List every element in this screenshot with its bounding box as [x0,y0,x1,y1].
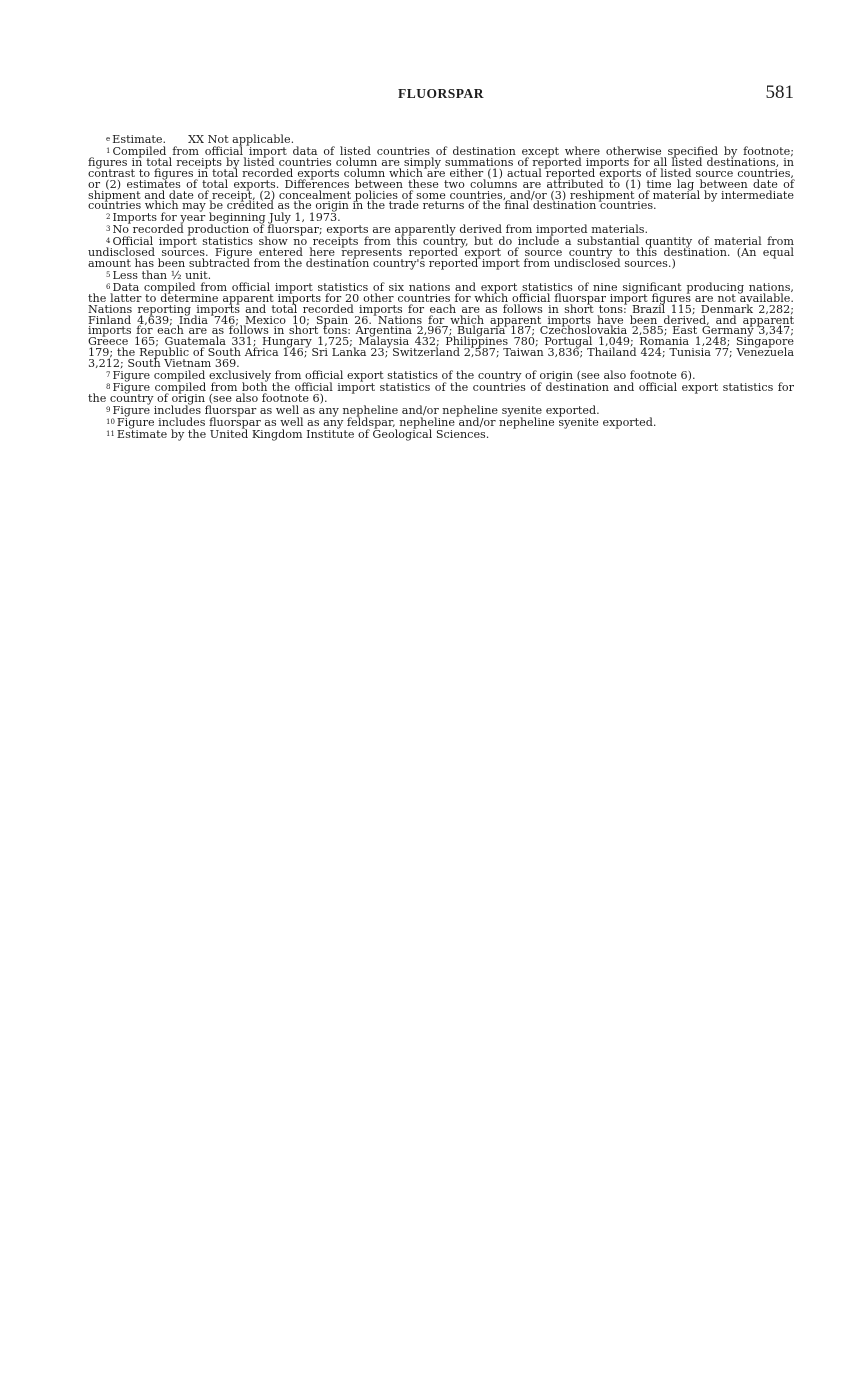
footnote-1 [88,146,794,212]
footnote-marker: 11 [106,429,115,438]
footnote-8 [88,382,794,405]
page-header [88,84,794,108]
not-applicable-text: Not applicable. [207,133,295,146]
footnote-text: Less than ½ unit. [112,268,212,282]
page-number: 581 [765,82,794,103]
footnote-text: Official import statistics show no receipts from this country, but do include a substantial quantity of material from undisclosed sources. Figure entered here represents reported export of source country to this destination. (An equal amount has been subtracted from the destination country's reported import from undisclosed sources.) [88,235,794,270]
estimate-text: Estimate. [112,133,167,146]
footnote-text: Data compiled from official import statistics of six nations and export statistics of nine significant producing nations, the latter to determine apparent imports for 20 other countries for which official fluorspar import figures are not available. Nations reporting imports and total recorded imports for each are as follows in short tons: Brazil 115; Denmark 2,282; Finland 4,639; India 746; Mexico 10; Spain 26. Nations for which apparent imports have been derived, and apparent imports for each are as follows in short tons: Argentina 2,967; Bulgaria 187; Czechoslovakia 2,585; East Germany 3,347; Greece 165; Guatemala 331; Hungary 1,725; Malaysia 432; Philippines 780; Portugal 1,049; Romania 1,248; Singapore 179; the Republic of South Africa 146; Sri Lanka 23; Switzerland 2,587; Taiwan 3,836; Thailand 424; Tunisia 77; Venezuela 3,212; South Vietnam 369. [88,280,794,371]
running-title: FLUORSPAR [397,86,484,101]
estimate-mark: e [106,135,111,143]
footnote-marker: 10 [106,417,115,426]
footnote-marker: 9 [106,405,111,414]
footnote-4 [88,236,794,270]
footnote-11 [88,429,794,441]
footnote-marker: 6 [106,282,111,291]
footnote-text: Figure compiled from both the official import statistics of the countries of destination and official export statistics for the country of origin (see also footnote 6). [88,380,794,405]
footnote-marker: 1 [106,146,111,155]
footnote-marker: 3 [106,225,111,234]
not-applicable-code: XX [188,133,205,146]
footnote-text: Figure includes fluorspar as well as any nepheline and/or nepheline syenite exported. [112,403,600,417]
footnote-text: Estimate by the United Kingdom Institute of Geological Sciences. [116,427,490,441]
footnote-marker: 8 [106,382,111,391]
footnote-marker: 2 [106,213,111,222]
footnotes-block [88,134,794,440]
footnote-text: Figure compiled exclusively from official export statistics of the country of origin (see also footnote 6). [112,369,696,383]
footnote-text: No recorded production of fluorspar; exports are apparently derived from imported materials. [112,223,649,237]
footnote-marker: 7 [106,371,111,380]
footnote-6 [88,282,794,370]
footnote-text: Figure includes fluorspar as well as any feldspar, nepheline and/or nepheline syenite exported. [116,415,657,429]
footnote-marker: 5 [106,270,111,279]
footnote-text: Compiled from official import data of listed countries of destination except where otherwise specified by footnote; figures in total receipts by listed countries column are simply summations of reported imports for all listed destinations, in contrast to figures in total recorded exports column which are either (1) actual reported exports of listed source countries, or (2) estimates of total exports. Differences between these two columns are attributed to (1) time lag between date of shipment and date of receipt, (2) concealment policies of some countries, and/or (3) reshipment of material by intermediate countries which may be credited as the origin in the trade returns of the final destination countries. [88,144,794,213]
footnote-marker: 4 [106,237,111,246]
footnote-text: Imports for year beginning July 1, 1973. [112,211,341,225]
